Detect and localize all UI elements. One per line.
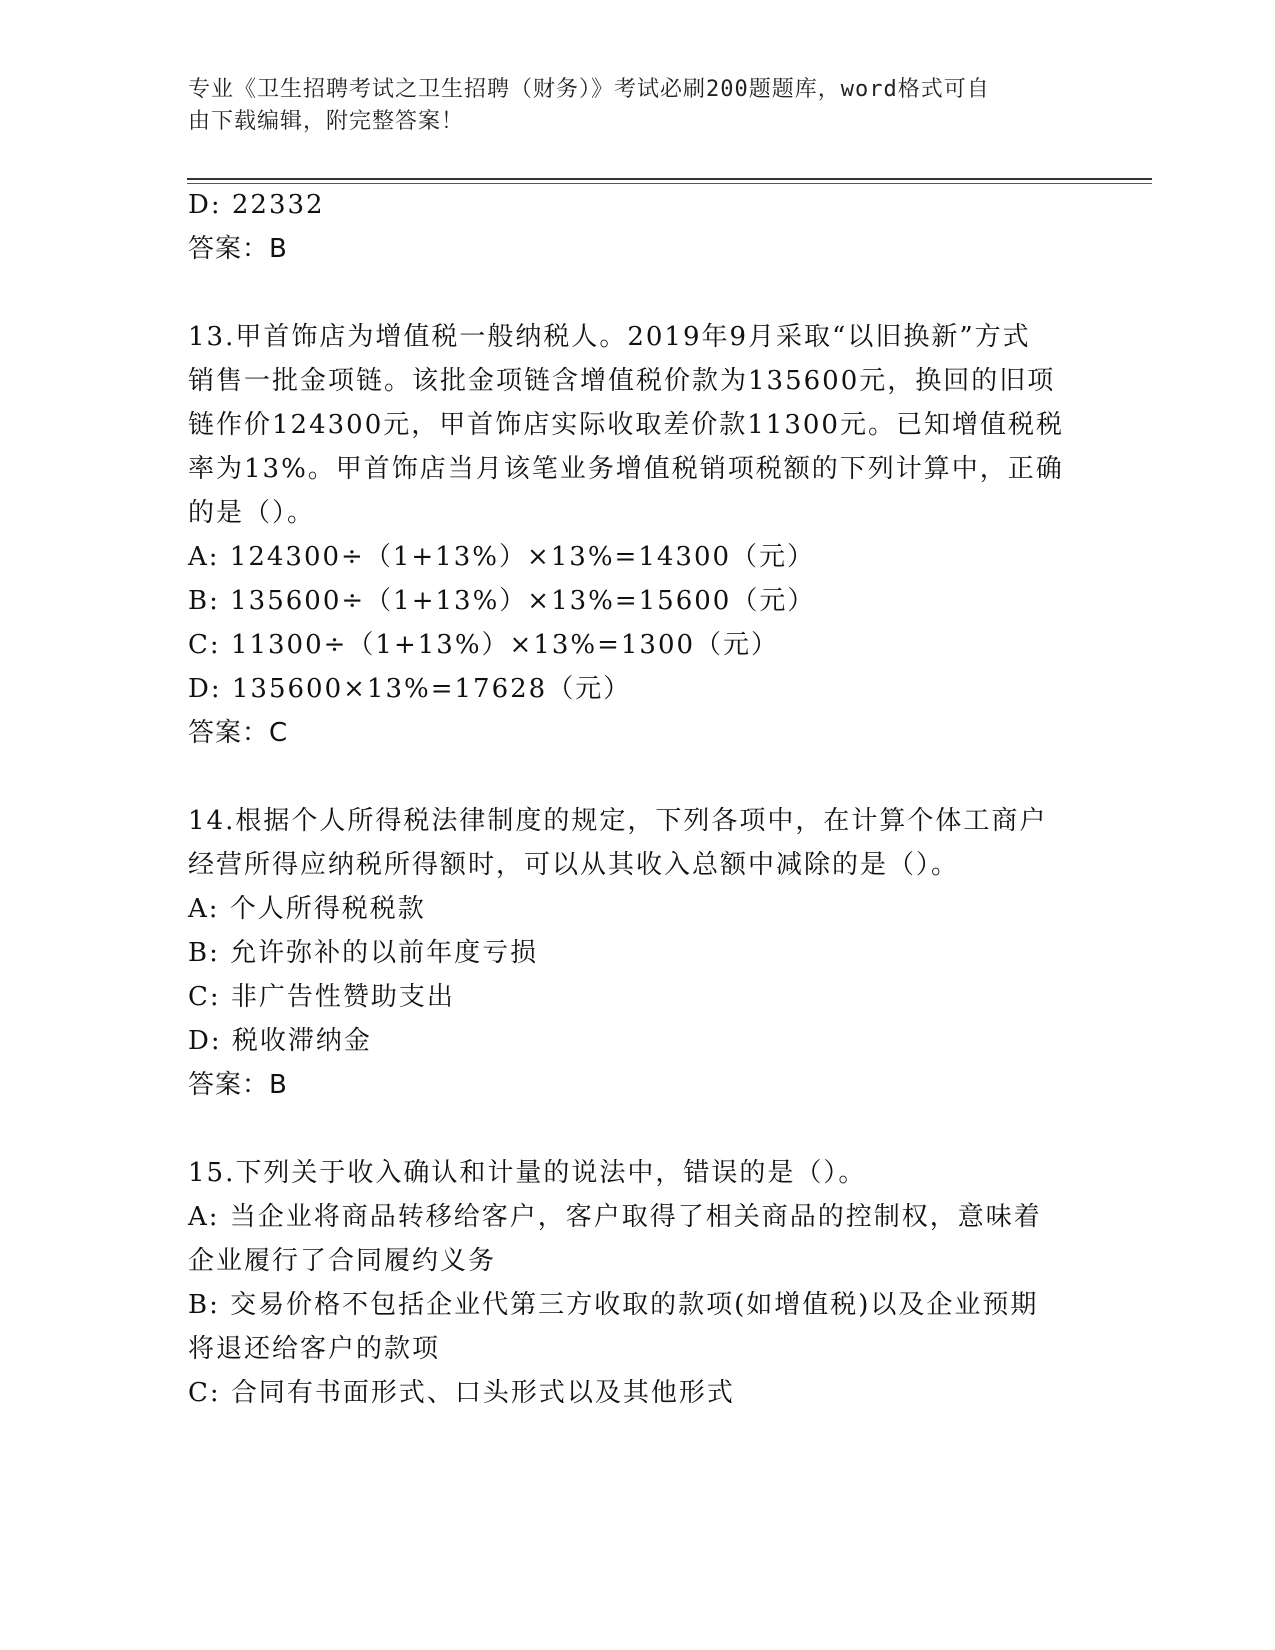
q13-option-b: B: 135600÷（1+13%）×13%=15600（元） (188, 586, 816, 616)
q15-option-a-line-2: 企业履行了合同履约义务 (188, 1246, 497, 1276)
q14-answer: 答案：B (188, 1070, 288, 1100)
prev-option-d: D: 22332 (188, 190, 325, 220)
header-divider-thin (187, 183, 1152, 184)
q13-option-a: A: 124300÷（1+13%）×13%=14300（元） (188, 542, 816, 572)
header-line-1: 专业《卫生招聘考试之卫生招聘（财务）》考试必刷200题题库，word格式可自 (188, 77, 990, 102)
q14-option-a: A: 个人所得税税款 (188, 894, 426, 924)
document-header (188, 74, 1068, 138)
q15-option-a-line-1: A: 当企业将商品转移给客户，客户取得了相关商品的控制权，意味着 (188, 1202, 1042, 1232)
q15-stem-line-1: 15.下列关于收入确认和计量的说法中，错误的是（）。 (188, 1158, 867, 1188)
q13-stem-line-5: 的是（）。 (188, 498, 316, 528)
q14-option-c: C: 非广告性赞助支出 (188, 982, 455, 1012)
q15-option-b-line-1: B: 交易价格不包括企业代第三方收取的款项(如增值税)以及企业预期 (188, 1290, 1039, 1320)
q13-stem-line-2: 销售一批金项链。该批金项链含增值税价款为135600元，换回的旧项 (188, 366, 1056, 396)
q13-stem-line-1: 13.甲首饰店为增值税一般纳税人。2019年9月采取“以旧换新”方式 (188, 322, 1031, 352)
header-divider-thick (187, 178, 1152, 180)
q14-option-d: D: 税收滞纳金 (188, 1026, 372, 1056)
q13-answer: 答案：C (188, 718, 289, 748)
q14-option-b: B: 允许弥补的以前年度亏损 (188, 938, 539, 968)
q14-stem-line-1: 14.根据个人所得税法律制度的规定，下列各项中，在计算个体工商户 (188, 806, 1048, 836)
q13-option-d: D: 135600×13%=17628（元） (188, 674, 632, 704)
q13-stem-line-3: 链作价124300元，甲首饰店实际收取差价款11300元。已知增值税税 (188, 410, 1064, 440)
q13-stem-line-4: 率为13%。甲首饰店当月该笔业务增值税销项税额的下列计算中，正确 (188, 454, 1064, 484)
prev-answer: 答案：B (188, 234, 288, 264)
q15-option-b-line-2: 将退还给客户的款项 (188, 1334, 441, 1364)
q14-stem-line-2: 经营所得应纳税所得额时，可以从其收入总额中减除的是（）。 (188, 850, 960, 880)
header-line-2: 由下载编辑，附完整答案！ (188, 109, 465, 134)
q13-option-c: C: 11300÷（1+13%）×13%=1300（元） (188, 630, 780, 660)
q15-option-c: C: 合同有书面形式、口头形式以及其他形式 (188, 1378, 735, 1408)
